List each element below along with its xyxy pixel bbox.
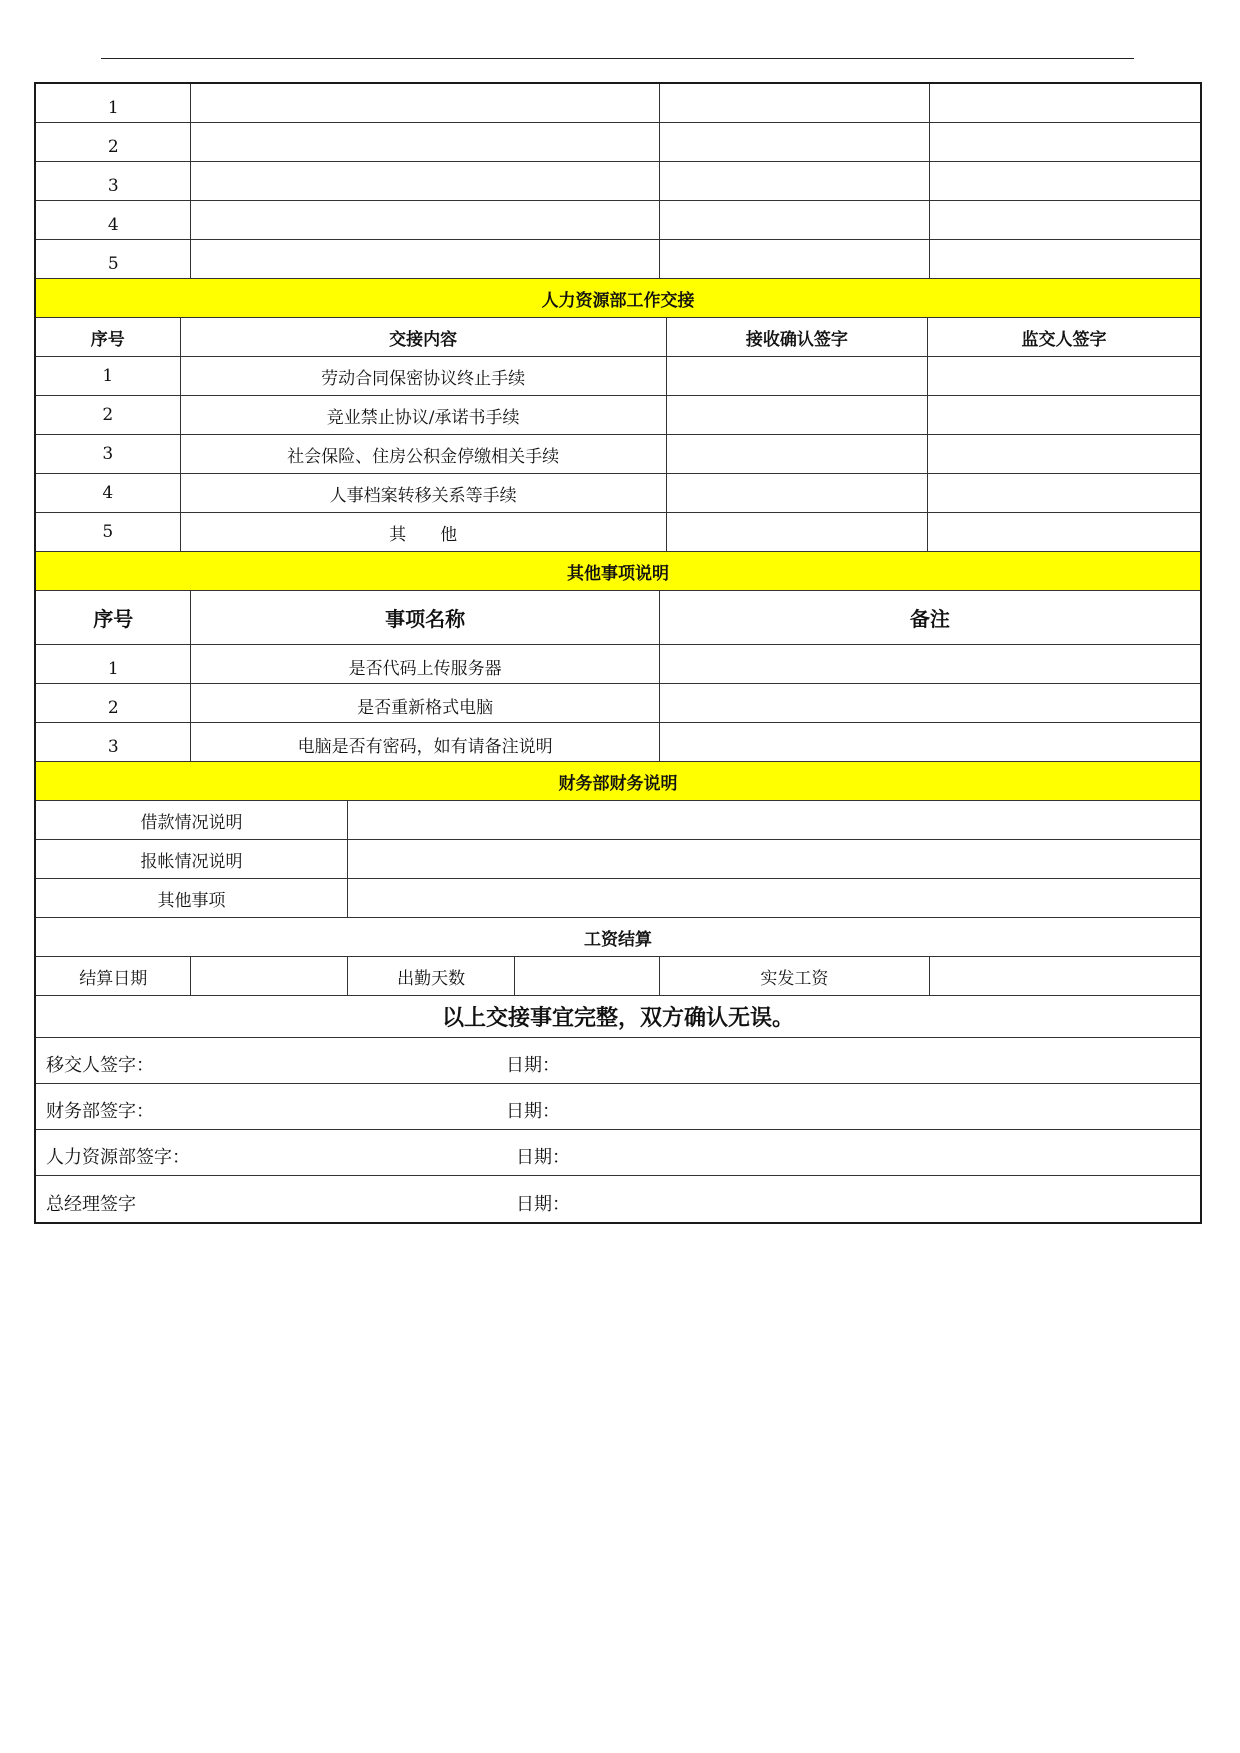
row-number: 1 xyxy=(36,645,191,683)
signature-row[interactable] xyxy=(36,1084,1200,1130)
supervisor-signature-cell[interactable] xyxy=(928,474,1200,512)
row-number: 1 xyxy=(36,84,191,122)
supervisor-signature-cell[interactable] xyxy=(928,396,1200,434)
table-row xyxy=(36,513,1200,552)
finance-item-label: 其他事项 xyxy=(36,879,348,917)
row-number: 3 xyxy=(36,723,191,761)
receiver-signature-cell[interactable] xyxy=(667,474,928,512)
row-number: 4 xyxy=(36,474,181,512)
signature-date-label: 日期： xyxy=(506,1101,560,1122)
signature-date-label: 日期： xyxy=(516,1147,570,1168)
table-row xyxy=(36,684,1200,723)
content-cell[interactable] xyxy=(191,123,659,161)
receiver-signature-cell[interactable] xyxy=(660,240,930,278)
hr-section-title: 人力资源部工作交接 xyxy=(36,279,1200,317)
handover-item: 社会保险、住房公积金停缴相关手续 xyxy=(181,435,667,473)
actual-pay-cell[interactable] xyxy=(930,957,1200,995)
row-number: 2 xyxy=(36,684,191,722)
attendance-days-label: 出勤天数 xyxy=(348,957,515,995)
row-number: 5 xyxy=(36,240,191,278)
content-cell[interactable] xyxy=(191,201,659,239)
handover-item: 竞业禁止协议/承诺书手续 xyxy=(181,396,667,434)
row-number: 3 xyxy=(36,435,181,473)
table-row xyxy=(36,396,1200,435)
column-header-receiver: 接收确认签字 xyxy=(667,318,928,356)
row-number: 2 xyxy=(36,123,191,161)
finance-section-header xyxy=(36,762,1200,801)
other-section-title: 其他事项说明 xyxy=(36,552,1200,590)
remarks-cell[interactable] xyxy=(660,684,1200,722)
receiver-signature-cell[interactable] xyxy=(660,123,930,161)
table-row xyxy=(36,723,1200,762)
receiver-signature-cell[interactable] xyxy=(660,201,930,239)
remarks-cell[interactable] xyxy=(660,645,1200,683)
column-header-item-name: 事项名称 xyxy=(191,591,659,644)
gm-signature-label: 总经理签字 xyxy=(46,1194,136,1215)
table-row xyxy=(36,645,1200,684)
table-row xyxy=(36,123,1200,162)
table-row xyxy=(36,840,1200,879)
table-row xyxy=(36,240,1200,279)
supervisor-signature-cell[interactable] xyxy=(930,201,1200,239)
receiver-signature-cell[interactable] xyxy=(667,513,928,551)
other-column-headers xyxy=(36,591,1200,645)
item-name: 是否重新格式电脑 xyxy=(191,684,659,722)
supervisor-signature-cell[interactable] xyxy=(930,162,1200,200)
attendance-days-cell[interactable] xyxy=(515,957,660,995)
row-number: 1 xyxy=(36,357,181,395)
content-cell[interactable] xyxy=(191,162,659,200)
column-header-remarks: 备注 xyxy=(909,607,950,631)
finance-section-title: 财务部财务说明 xyxy=(36,762,1200,800)
table-row xyxy=(36,84,1200,123)
table-row xyxy=(36,801,1200,840)
hr-signature-label: 人力资源部签字： xyxy=(46,1147,190,1168)
finance-item-label: 借款情况说明 xyxy=(36,801,348,839)
supervisor-signature-cell[interactable] xyxy=(930,123,1200,161)
settle-date-cell[interactable] xyxy=(191,957,347,995)
handover-item: 其 他 xyxy=(181,513,667,551)
remarks-cell[interactable] xyxy=(660,723,1200,761)
receiver-signature-cell[interactable] xyxy=(660,162,930,200)
item-name: 是否代码上传服务器 xyxy=(191,645,659,683)
column-header-no: 序号 xyxy=(36,591,191,644)
loan-description-cell[interactable] xyxy=(348,801,1200,839)
table-row xyxy=(36,357,1200,396)
signature-row[interactable] xyxy=(36,1130,1200,1176)
supervisor-signature-cell[interactable] xyxy=(928,357,1200,395)
actual-pay-label: 实发工资 xyxy=(660,957,930,995)
table-row xyxy=(36,474,1200,513)
receiver-signature-cell[interactable] xyxy=(667,357,928,395)
settle-date-label: 结算日期 xyxy=(36,957,191,995)
content-cell[interactable] xyxy=(191,84,659,122)
receiver-signature-cell[interactable] xyxy=(667,435,928,473)
handover-item: 人事档案转移关系等手续 xyxy=(181,474,667,512)
signature-date-label: 日期： xyxy=(516,1194,570,1215)
signature-row[interactable] xyxy=(36,1176,1200,1222)
reimbursement-description-cell[interactable] xyxy=(348,840,1200,878)
row-number: 4 xyxy=(36,201,191,239)
confirmation-row xyxy=(36,996,1200,1038)
salary-section-title: 工资结算 xyxy=(584,929,652,950)
other-matters-cell[interactable] xyxy=(348,879,1200,917)
transferor-signature-label: 移交人签字： xyxy=(46,1055,154,1076)
table-row xyxy=(36,201,1200,240)
row-number: 3 xyxy=(36,162,191,200)
column-header-supervisor: 监交人签字 xyxy=(1021,329,1107,350)
handover-form xyxy=(34,82,1202,1224)
hr-section-header xyxy=(36,279,1200,318)
hr-column-headers xyxy=(36,318,1200,357)
column-header-content: 交接内容 xyxy=(181,318,667,356)
supervisor-signature-cell[interactable] xyxy=(930,240,1200,278)
content-cell[interactable] xyxy=(191,240,659,278)
column-header-no: 序号 xyxy=(36,318,181,356)
confirmation-text: 以上交接事宜完整，双方确认无误。 xyxy=(441,1006,794,1031)
table-row xyxy=(36,162,1200,201)
receiver-signature-cell[interactable] xyxy=(667,396,928,434)
other-section-header xyxy=(36,552,1200,591)
salary-section-header xyxy=(36,918,1200,957)
signature-row[interactable] xyxy=(36,1038,1200,1084)
finance-item-label: 报帐情况说明 xyxy=(36,840,348,878)
row-number: 5 xyxy=(36,513,181,551)
supervisor-signature-cell[interactable] xyxy=(930,84,1200,122)
supervisor-signature-cell[interactable] xyxy=(928,435,1200,473)
row-number: 2 xyxy=(36,396,181,434)
receiver-signature-cell[interactable] xyxy=(660,84,930,122)
finance-signature-label: 财务部签字： xyxy=(46,1101,154,1122)
item-name: 电脑是否有密码，如有请备注说明 xyxy=(191,723,659,761)
table-row xyxy=(36,435,1200,474)
handover-item: 劳动合同保密协议终止手续 xyxy=(181,357,667,395)
salary-row xyxy=(36,957,1200,996)
supervisor-signature-cell[interactable] xyxy=(928,513,1200,551)
table-row xyxy=(36,879,1200,918)
header-rule xyxy=(101,58,1134,59)
signature-date-label: 日期： xyxy=(506,1055,560,1076)
